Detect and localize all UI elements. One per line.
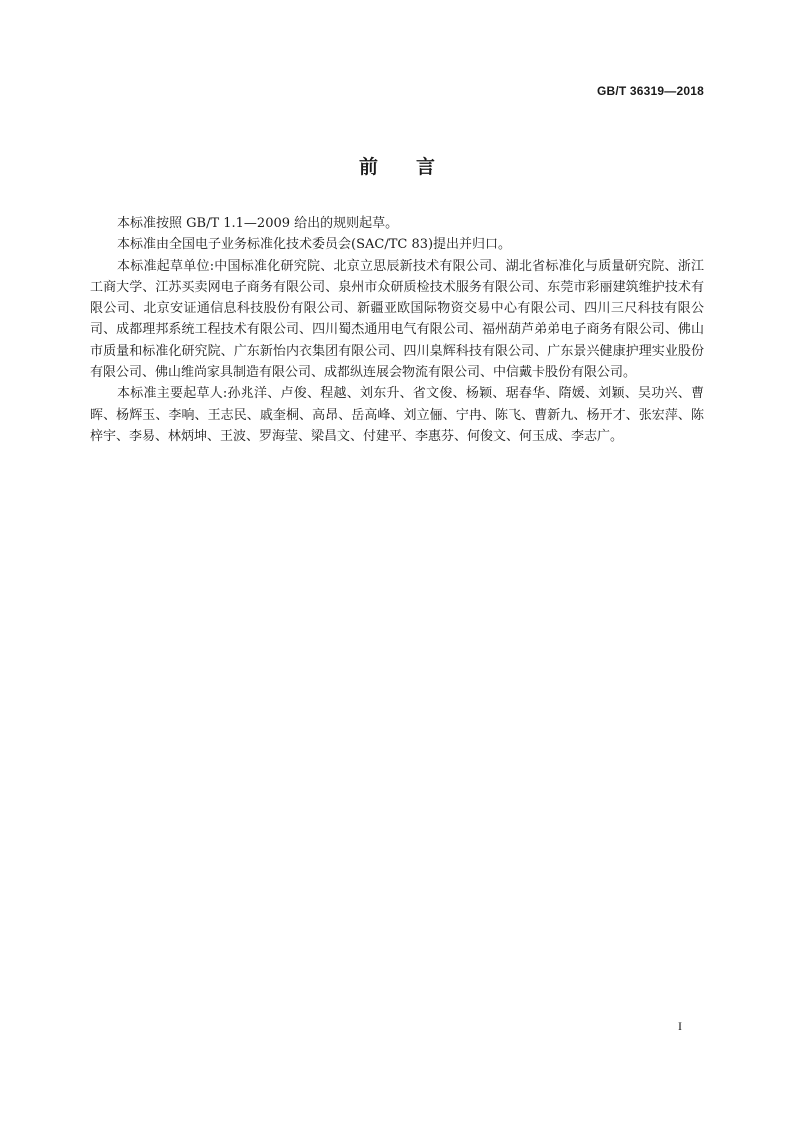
main-drafters-paragraph: 本标准主要起草人:孙兆洋、卢俊、程越、刘东升、省文俊、杨颖、琚春华、隋媛、刘颖、吴功兴、曹晖、杨辉玉、李响、王志民、戚奎桐、高昂、岳高峰、刘立俪、宁冉、陈飞、曹新九、杨开才、张宏萍、陈梓宇、李易、林炳坤、王波、罗海莹、梁昌文、付建平、李惠芬、何俊文、何玉成、李志广。 [90,386,704,444]
page-title-part-2: 言 [416,156,436,178]
page-title [0,152,794,179]
page-title-part-1: 前 [358,156,378,178]
standard-number-header: GB/T 36319—2018 [596,84,704,98]
page-number: I [678,1019,682,1033]
foreword-body [90,213,704,447]
drafting-rules-paragraph: 本标准按照 GB/T 1.1—2009 给出的规则起草。 [117,216,399,231]
drafting-units-paragraph: 本标准起草单位:中国标准化研究院、北京立思辰新技术有限公司、湖北省标准化与质量研究院、浙江工商大学、江苏买卖网电子商务有限公司、泉州市众研质检技术服务有限公司、东莞市彩丽建筑维护技术有限公司、北京安证通信息科技股份有限公司、新疆亚欧国际物资交易中心有限公司、四川三尺科技有限公司、成都理邦系统工程技术有限公司、四川蜀杰通用电气有限公司、福州葫芦弟弟电子商务有限公司、佛山市质量和标准化研究院、广东新怡内衣集团有限公司、四川臬辉科技有限公司、广东景兴健康护理实业股份有限公司、佛山维尚家具制造有限公司、成都纵连展会物流有限公司、中信戴卡股份有限公司。 [90,258,704,381]
proposing-body-paragraph: 本标准由全国电子业务标准化技术委员会(SAC/TC 83)提出并归口。 [117,237,512,253]
